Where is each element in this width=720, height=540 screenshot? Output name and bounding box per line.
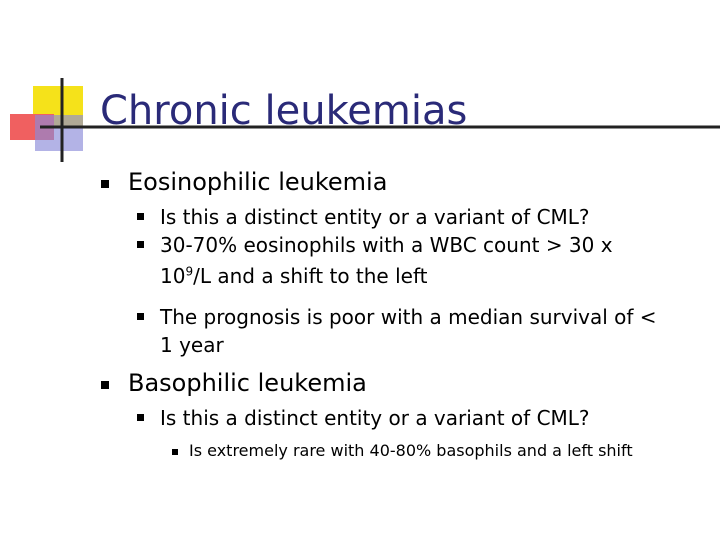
bullet-eosinophil-count-line1: 30-70% eosinophils with a WBC count > 30 x — [160, 233, 613, 257]
slide-title: Chronic leukemias — [100, 88, 468, 134]
section-heading-basophilic: Basophilic leukemia — [128, 369, 367, 397]
level2-bullet — [137, 213, 144, 220]
level3-bullet — [172, 449, 178, 455]
bullet-eosinophil-count-line2 — [160, 262, 427, 290]
wbc-base: 10 — [160, 264, 186, 288]
level2-bullet — [137, 313, 144, 320]
level2-bullet — [137, 241, 144, 248]
bullet-prognosis-line1: The prognosis is poor with a median survival of < — [160, 305, 657, 329]
slide-logo-decoration — [0, 0, 720, 170]
level2-bullet — [137, 414, 144, 421]
bullet-prognosis-line2: 1 year — [160, 333, 224, 357]
wbc-unit: /L and a shift to the left — [193, 264, 428, 288]
level1-bullet — [101, 381, 109, 389]
logo-blue-block — [35, 115, 83, 151]
level1-bullet — [101, 180, 109, 188]
bullet-distinct-entity-basophilic: Is this a distinct entity or a variant of CML? — [160, 406, 590, 430]
wbc-exponent: 9 — [185, 264, 194, 279]
sub-bullet-extremely-rare: Is extremely rare with 40-80% basophils and a left shift — [189, 441, 633, 460]
section-heading-eosinophilic: Eosinophilic leukemia — [128, 168, 388, 196]
bullet-distinct-entity: Is this a distinct entity or a variant of CML? — [160, 205, 590, 229]
